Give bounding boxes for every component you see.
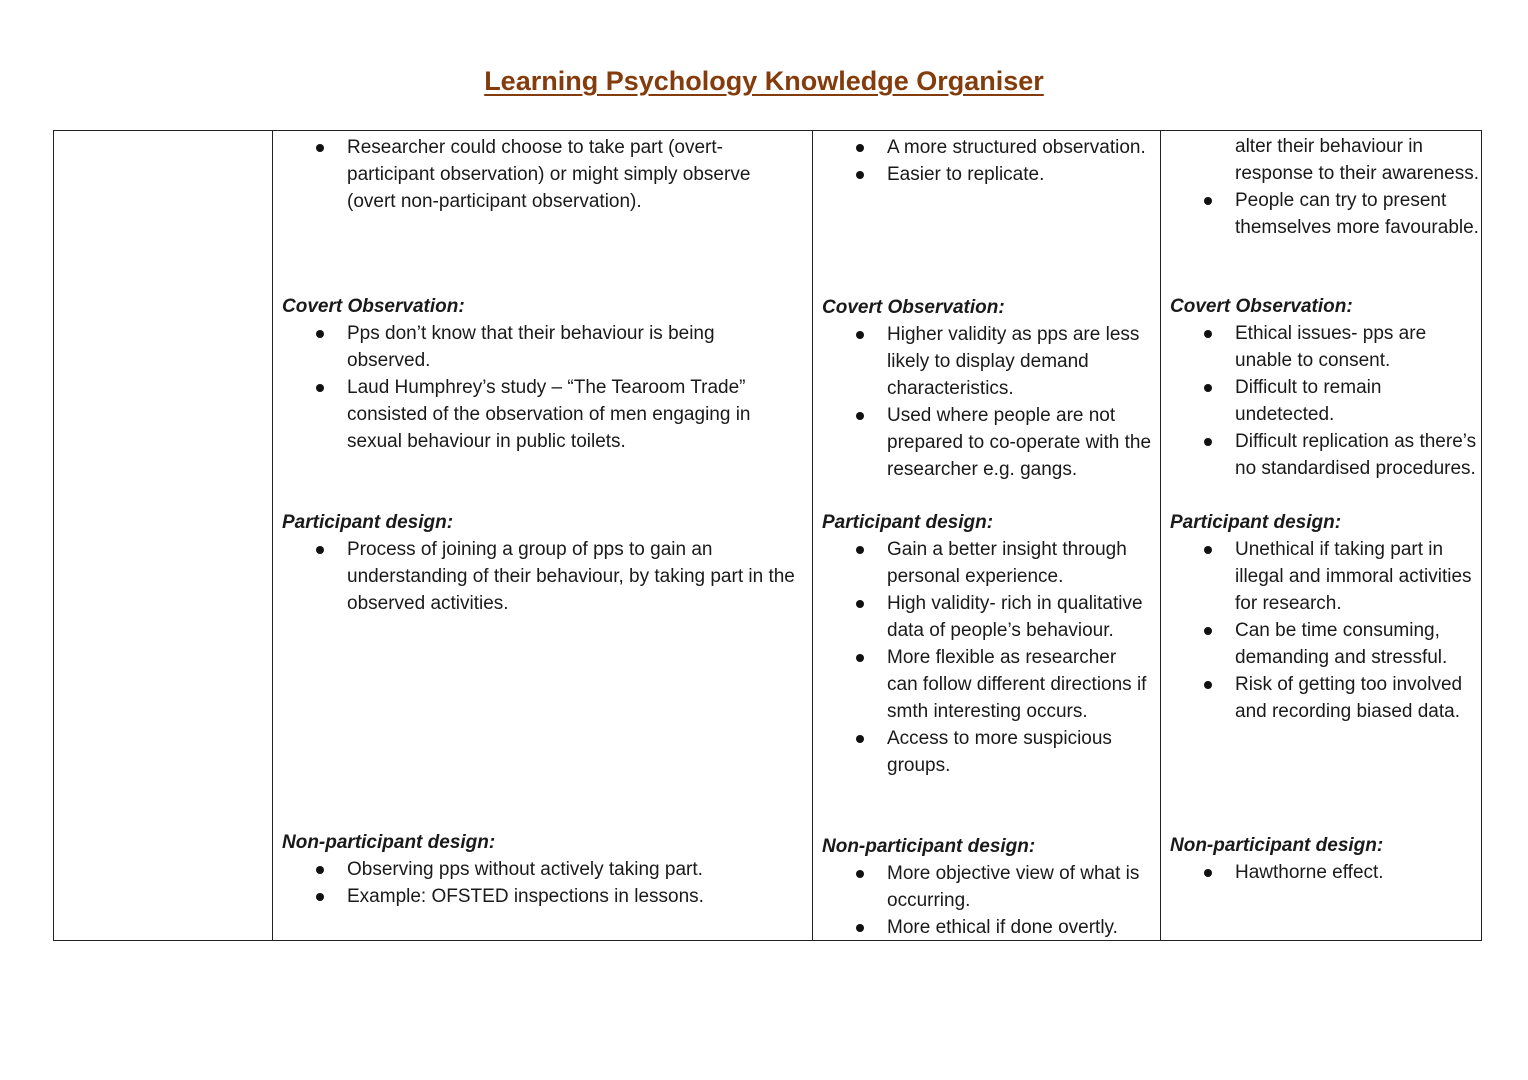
list-item: Gain a better insight through personal experience. [822,536,1152,590]
list-item: A more structured observation. [822,134,1152,161]
list-item: Difficult replication as there’s no standardised procedures. [1170,428,1480,482]
list-item: Risk of getting too involved and recording biased data. [1170,671,1480,725]
weaknesses-participant-section [1170,509,1480,725]
list-item: Unethical if taking part in illegal and immoral activities for research. [1170,536,1480,617]
list-item: Access to more suspicious groups. [822,725,1152,779]
desc-non-participant-section [282,829,802,910]
section-heading: Non-participant design: [822,836,1036,857]
weaknesses-covert-section [1170,293,1480,482]
list-item: More objective view of what is occurring. [822,860,1152,914]
desc-overt-section [282,134,802,215]
list-item: Can be time consuming, demanding and stressful. [1170,617,1480,671]
organiser-table [53,130,1482,941]
section-heading: Covert Observation: [282,296,465,317]
list-item: Hawthorne effect. [1170,859,1480,886]
list-item: More flexible as researcher can follow different directions if smth interesting occurs. [822,644,1152,725]
desc-covert-section [282,293,802,455]
list-item: Laud Humphrey’s study – “The Tearoom Trade” consisted of the observation of men engaging in sexual behaviour in public toilets. [282,374,802,455]
list-item: Higher validity as pps are less likely to display demand characteristics. [822,321,1152,402]
section-heading: Covert Observation: [822,297,1005,318]
column-divider [1160,131,1161,940]
desc-participant-section [282,509,802,617]
list-item: Observing pps without actively taking part. [282,856,802,883]
list-item: Example: OFSTED inspections in lessons. [282,883,802,910]
section-heading: Participant design: [1170,512,1342,533]
column-divider [812,131,813,940]
section-heading: Participant design: [282,512,454,533]
list-item: Process of joining a group of pps to gain an understanding of their behaviour, by taking part in the observed activities. [282,536,802,617]
section-heading: Non-participant design: [282,832,496,853]
list-item: Researcher could choose to take part (overt-participant observation) or might simply observe (overt non-participant observation). [282,134,802,215]
list-item: Easier to replicate. [822,161,1152,188]
section-heading: Covert Observation: [1170,296,1353,317]
list-item: Used where people are not prepared to co-operate with the researcher e.g. gangs. [822,402,1152,483]
weaknesses-non-participant-section [1170,832,1480,886]
section-heading: Participant design: [822,512,994,533]
list-item: Ethical issues- pps are unable to consent. [1170,320,1480,374]
strengths-participant-section [822,509,1152,779]
page-title: Learning Psychology Knowledge Organiser [484,66,1044,96]
list-item: High validity- rich in qualitative data of people’s behaviour. [822,590,1152,644]
continued-text: alter their behaviour in response to their awareness. [1235,136,1479,184]
column-divider [272,131,273,940]
list-item: Difficult to remain undetected. [1170,374,1480,428]
list-item: People can try to present themselves more favourable. [1170,187,1480,241]
list-item: Pps don’t know that their behaviour is being observed. [282,320,802,374]
strengths-covert-section [822,294,1152,483]
strengths-non-participant-section [822,833,1152,941]
list-item: More ethical if done overtly. [822,914,1152,941]
section-heading: Non-participant design: [1170,835,1384,856]
weaknesses-overt-section [1170,133,1480,241]
strengths-overt-section [822,134,1152,188]
